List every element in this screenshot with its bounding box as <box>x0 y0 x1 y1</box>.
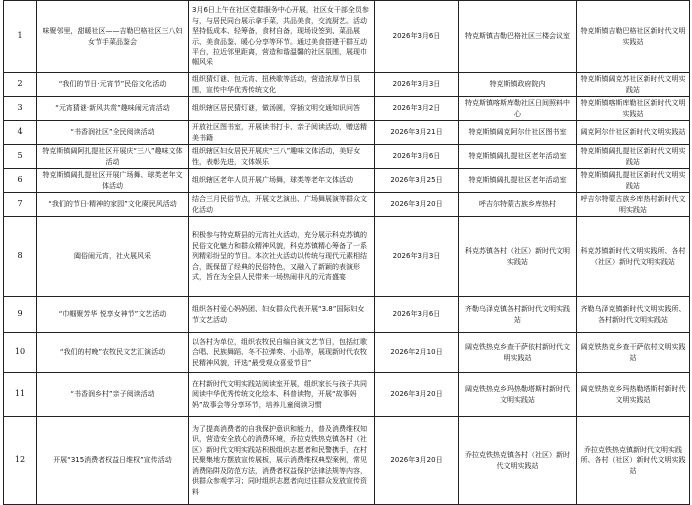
activity-organizer: 呼吉尔特蒙古族乡库热村新时代文明实践站 <box>577 193 690 217</box>
activity-venue: 特克斯镇阔扎提社区老年活动室 <box>459 169 577 193</box>
activity-description: 开放社区图书室，开展读书打卡、亲子阅读活动，赠送精美书籍 <box>189 121 375 145</box>
activity-title: “我们的节日·元宵节”民俗文化活动 <box>37 73 189 97</box>
row-number: 9 <box>4 297 37 333</box>
activity-date: 2026年3月6日 <box>375 1 459 73</box>
activity-title: 特克斯镇阔阿扎提社区开展庆“三八”趣味文体活动 <box>37 145 189 169</box>
activity-table <box>3 0 690 505</box>
table-row <box>4 145 690 169</box>
activity-title: 阖俗闹元宵，社火展风采 <box>37 217 189 297</box>
activity-title: “我们的村晚”农牧民文艺汇演活动 <box>37 333 189 373</box>
table-row <box>4 373 690 417</box>
activity-title: “我们的节日·精神的家园”文化赓民风活动 <box>37 193 189 217</box>
activity-title: 特克斯镇阔扎提社区开展广场舞、球类老年文体活动 <box>37 169 189 193</box>
activity-description: 组织各村爱心妈妈团、妇女群众代表开展“3.8”国际妇女节文艺活动 <box>189 297 375 333</box>
activity-title: 味聚邻里，甜暖社区——吉勒巴格社区三八妇女节手菜品鉴会 <box>37 1 189 73</box>
table-row <box>4 417 690 505</box>
activity-date: 2026年3月20日 <box>375 373 459 417</box>
table-row <box>4 193 690 217</box>
activity-description: 以各村为单位，组织农牧民自编自演文艺节目，包括红歌合唱、民族舞蹈、冬不拉弹奏、小品等，展现新时代农牧民精神风貌，评选“最受观众喜爱节目” <box>189 333 375 373</box>
row-number: 4 <box>4 121 37 145</box>
activity-venue: 特克斯镇吉勒巴格社区三楼会议室 <box>459 1 577 73</box>
activity-date: 2026年3月21日 <box>375 121 459 145</box>
row-number: 7 <box>4 193 37 217</box>
activity-venue: 特克斯镇政府院内 <box>459 73 577 97</box>
activity-organizer: 特克斯镇阔扎提社区新时代文明实践站 <box>577 145 690 169</box>
row-number: 1 <box>4 1 37 73</box>
table-row <box>4 1 690 73</box>
table-row <box>4 333 690 373</box>
activity-venue: 阔克铁热克乡玛热勒塔斯村新时代文明实践站 <box>459 373 577 417</box>
activity-date: 2026年3月6日 <box>375 145 459 169</box>
activity-description: 结合三月民俗节点，开展文艺演出、广场舞展演等群众文化活动 <box>189 193 375 217</box>
activity-date: 2026年3月6日 <box>375 297 459 333</box>
activity-venue: 齐勒乌泽克镇各村新时代文明实践站 <box>459 297 577 333</box>
activity-date: 2026年3月3日 <box>375 73 459 97</box>
activity-description: 为了提高消费者的自我保护意识和能力，普及消费维权知识，营造安全放心的消费环境，乔拉克铁热克镇各村（社区）新时代文明实践站积极组织志愿者和民警携手，在村民聚集地方摆放宣传展板，展示消费维权典型案例，常见消费陷阱及防范方法，消费者权益保护法律法规等内容，供群众参观学习；同时组织志愿者向过往群众发放宣传资料 <box>189 417 375 505</box>
row-number: 6 <box>4 169 37 193</box>
row-number: 3 <box>4 97 37 121</box>
activity-organizer: 特克斯镇阔克苏社区新时代文明实践站 <box>577 73 690 97</box>
activity-title: “元宵猜谜·新风共赏”趣味闹元宵活动 <box>37 97 189 121</box>
table-row <box>4 73 690 97</box>
table-row <box>4 169 690 193</box>
activity-venue: 乔拉克铁热克镇各村（社区）新时代文明实践站 <box>459 417 577 505</box>
row-number: 5 <box>4 145 37 169</box>
activity-date: 2026年3月2日 <box>375 97 459 121</box>
row-number: 11 <box>4 373 37 417</box>
table-row <box>4 121 690 145</box>
activity-organizer: 阔克铁热克乡玛热勒塔斯村新时代文明实践站 <box>577 373 690 417</box>
activity-description: 组织辖区妇女居民开展庆“三八”趣味文体活动，美好女性，表彰先进，文体娱乐 <box>189 145 375 169</box>
activity-description: 3月6日上午在社区党群服务中心开展，社区女干部全员参与，与居民同台展示拿手菜，共品美食，交流厨艺。活动坚持低成本、轻筹备，食材自备，现场设签到、菜品展示、美食品鉴、暖心分享等环节。通过美食搭建干群互动平台，拉近邻里距离，营造和谐温馨的社区氛围，展现巾帼风采 <box>189 1 375 73</box>
activity-organizer: 齐勒乌泽克镇新时代文明实践所、各村新时代文明实践站 <box>577 297 690 333</box>
activity-venue: 呼吉尔特蒙古族乡库热村 <box>459 193 577 217</box>
activity-venue: 科克苏镇各村（社区）新时代文明实践站 <box>459 217 577 297</box>
activity-date: 2026年3月3日 <box>375 217 459 297</box>
activity-venue: 特克斯镇阔扎提社区老年活动室 <box>459 145 577 169</box>
activity-organizer: 阔克阿尔什社区新时代文明实践站 <box>577 121 690 145</box>
activity-date: 2026年2月10日 <box>375 333 459 373</box>
activity-title: “书香润乡村”亲子阅读活动 <box>37 373 189 417</box>
activity-title: 开展“315消费者权益日维权”宣传活动 <box>37 417 189 505</box>
activity-venue: 特克斯镇阔克阿尔什社区图书室 <box>459 121 577 145</box>
activity-organizer: 特克斯镇阔扎提社区新时代文明实践站 <box>577 169 690 193</box>
row-number: 8 <box>4 217 37 297</box>
activity-venue: 阔克铁热克乡查干萨依村新时代文明实践站 <box>459 333 577 373</box>
table-row <box>4 297 690 333</box>
activity-description: 在村新时代文明实践站阅读室开展，组织家长与孩子共同阅读中华优秀传统文化绘本、科普读物，开展“故事妈妈”故事会等分享环节，培养儿童阅读习惯 <box>189 373 375 417</box>
activity-date: 2026年3月20日 <box>375 417 459 505</box>
activity-date: 2026年3月25日 <box>375 169 459 193</box>
activity-organizer: 乔拉克铁热克镇新时代文明实践所、各村（社区）新时代文明实践站 <box>577 417 690 505</box>
activity-title: “巾帼聚芳华 悦享女神节”文艺活动 <box>37 297 189 333</box>
row-number: 12 <box>4 417 37 505</box>
activity-date: 2026年3月20日 <box>375 193 459 217</box>
activity-description: 组织猜灯谜、包元宵、扭秧歌等活动，营造浓厚节日氛围，宣传中华优秀传统文化 <box>189 73 375 97</box>
activity-organizer: 科克苏镇新时代文明实践所、各村（社区）新时代文明实践站 <box>577 217 690 297</box>
row-number: 2 <box>4 73 37 97</box>
activity-description: 组织辖区居民猜灯谜，做汤圆，穿插文明交通知识问答 <box>189 97 375 121</box>
activity-description: 组织辖区老年人员开展广场舞，球类等老年文体活动 <box>189 169 375 193</box>
activity-organizer: 特克斯镇吉勒巴格社区新时代文明实践站 <box>577 1 690 73</box>
table-row <box>4 217 690 297</box>
activity-venue: 特克斯镇喀斯库勒社区日间照料中心 <box>459 97 577 121</box>
activity-description: 积极参与特克斯县的元宵社火活动，充分展示科克苏镇的民俗文化魅力和群众精神风貌，科克苏镇精心筹备了一系列精彩纷呈的节目。本次社火活动以传统与现代元素相结合，既保留了经典的民俗特色，又融入了新颖的表演形式，旨在为全县人民带来一场热闹非凡的元宵盛宴 <box>189 217 375 297</box>
activity-organizer: 阔克铁热克乡查干萨依村文明实践站 <box>577 333 690 373</box>
table-row <box>4 97 690 121</box>
row-number: 10 <box>4 333 37 373</box>
activity-organizer: 特克斯镇喀斯库勒社区新时代文明实践站 <box>577 97 690 121</box>
activity-title: “书香润社区”全民阅读活动 <box>37 121 189 145</box>
